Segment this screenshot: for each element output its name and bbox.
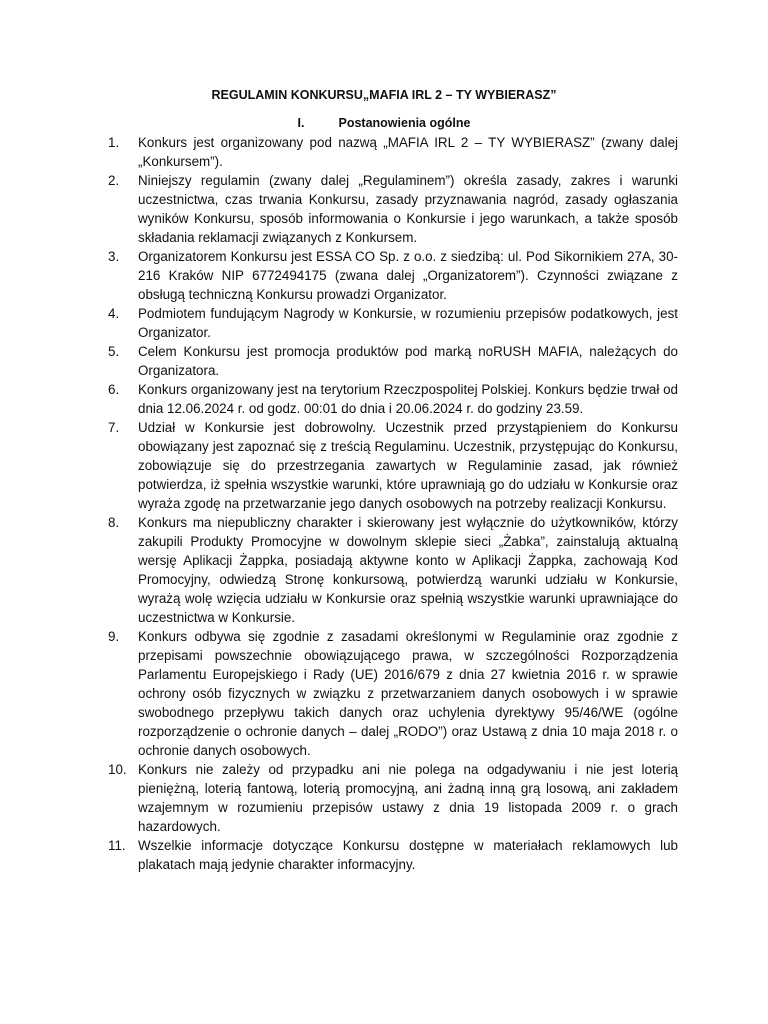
item-text: Konkurs jest organizowany pod nazwą „MAFIA IRL 2 – TY WYBIERASZ” (zwany dalej „Konkursem”).	[138, 135, 678, 169]
item-number: 11.	[108, 838, 126, 853]
list-item	[108, 760, 678, 836]
item-text: Udział w Konkursie jest dobrowolny. Uczestnik przed przystąpieniem do Konkursu obowiązany jest zapoznać się z treścią Regulaminu. Uczestnik, przystępując do Konkursu, zobowiązuje się do przestrzegania zawartych w Regulaminie zasad, jak również potwierdza, iż spełnia wszystkie warunki, które uprawniają go do udziału w Konkursie oraz wyraża zgodę na przetwarzanie jego danych osobowych na potrzeby realizacji Konkursu.	[138, 420, 678, 511]
item-number: 2.	[108, 173, 120, 188]
section-heading	[0, 114, 768, 133]
item-number: 9.	[108, 629, 120, 644]
item-number: 1.	[108, 135, 120, 150]
list-item	[108, 513, 678, 627]
item-text: Wszelkie informacje dotyczące Konkursu dostępne w materiałach reklamowych lub plakatach mają jedynie charakter informacyjny.	[138, 838, 678, 872]
item-number: 4.	[108, 306, 120, 321]
document-title: REGULAMIN KONKURSU„MAFIA IRL 2 – TY WYBIERASZ”	[211, 88, 557, 102]
list-item	[108, 171, 678, 247]
item-text: Celem Konkursu jest promocja produktów pod marką noRUSH MAFIA, należących do Organizatora.	[138, 344, 678, 378]
list-item	[108, 380, 678, 418]
item-text: Konkurs odbywa się zgodnie z zasadami określonymi w Regulaminie oraz zgodnie z przepisami powszechnie obowiązującego prawa, w szczególności Rozporządzenia Parlamentu Europejskiego i Rady (UE) 2016/679 z dnia 27 kwietnia 2016 r. w sprawie ochrony osób fizycznych w związku z przetwarzaniem danych osobowych i w sprawie swobodnego przepływu takich danych oraz uchylenia dyrektywy 95/46/WE (ogólne rozporządzenie o ochronie danych – dalej „RODO”) oraz Ustawą z dnia 10 maja 2018 r. o ochronie danych osobowych.	[138, 629, 678, 758]
list-item	[108, 836, 678, 874]
item-number: 7.	[108, 420, 120, 435]
list-item	[108, 304, 678, 342]
section-title: Postanowienia ogólne	[338, 116, 471, 130]
item-number: 5.	[108, 344, 120, 359]
item-text: Konkurs organizowany jest na terytorium Rzeczpospolitej Polskiej. Konkurs będzie trwał od dnia 12.06.2024 r. od godz. 00:01 do dnia i 20.06.2024 r. do godziny 23.59.	[138, 382, 678, 416]
list-item	[108, 247, 678, 304]
list-item	[108, 418, 678, 513]
item-text: Niniejszy regulamin (zwany dalej „Regulaminem”) określa zasady, zakres i warunki uczestnictwa, czas trwania Konkursu, zasady przyznawania nagród, zasady ogłaszania wyników Konkursu, sposób informowania o Konkursie i jego warunkach, a także sposób składania reklamacji związanych z Konkursem.	[138, 173, 678, 245]
section-number: I.	[297, 116, 305, 130]
list-item	[108, 342, 678, 380]
item-text: Konkurs ma niepubliczny charakter i skierowany jest wyłącznie do użytkowników, którzy zakupili Produkty Promocyjne w dowolnym sklepie sieci „Żabka”, zainstalują aktualną wersję Aplikacji Żappka, posiadają aktywne konto w Aplikacji Żappka, zachowają Kod Promocyjny, odwiedzą Stronę konkursową, potwierdzą warunki udziału w Konkursie, wyrażą wolę wzięcia udziału w Konkursie oraz spełnią wszystkie warunki uprawniające do uczestnictwa w Konkursie.	[138, 515, 678, 625]
item-number: 3.	[108, 249, 120, 264]
item-number: 6.	[108, 382, 120, 397]
list-item	[108, 133, 678, 171]
item-text: Organizatorem Konkursu jest ESSA CO Sp. z o.o. z siedzibą: ul. Pod Sikornikiem 27A, 30-216 Kraków NIP 6772494175 (zwana dalej „Organizatorem”). Czynności związane z obsługą techniczną Konkursu prowadzi Organizator.	[138, 249, 678, 302]
rules-list	[108, 133, 678, 874]
item-text: Podmiotem fundującym Nagrody w Konkursie, w rozumieniu przepisów podatkowych, jest Organizator.	[138, 306, 678, 340]
item-number: 8.	[108, 515, 120, 530]
item-text: Konkurs nie zależy od przypadku ani nie polega na odgadywaniu i nie jest loterią pieniężną, loterią fantową, loterią promocyjną, ani żadną inną grą losową, ani zakładem wzajemnym w rozumieniu przepisów ustawy z dnia 19 listopada 2009 r. o grach hazardowych.	[138, 762, 678, 834]
item-number: 10.	[108, 762, 127, 777]
list-item	[108, 627, 678, 760]
